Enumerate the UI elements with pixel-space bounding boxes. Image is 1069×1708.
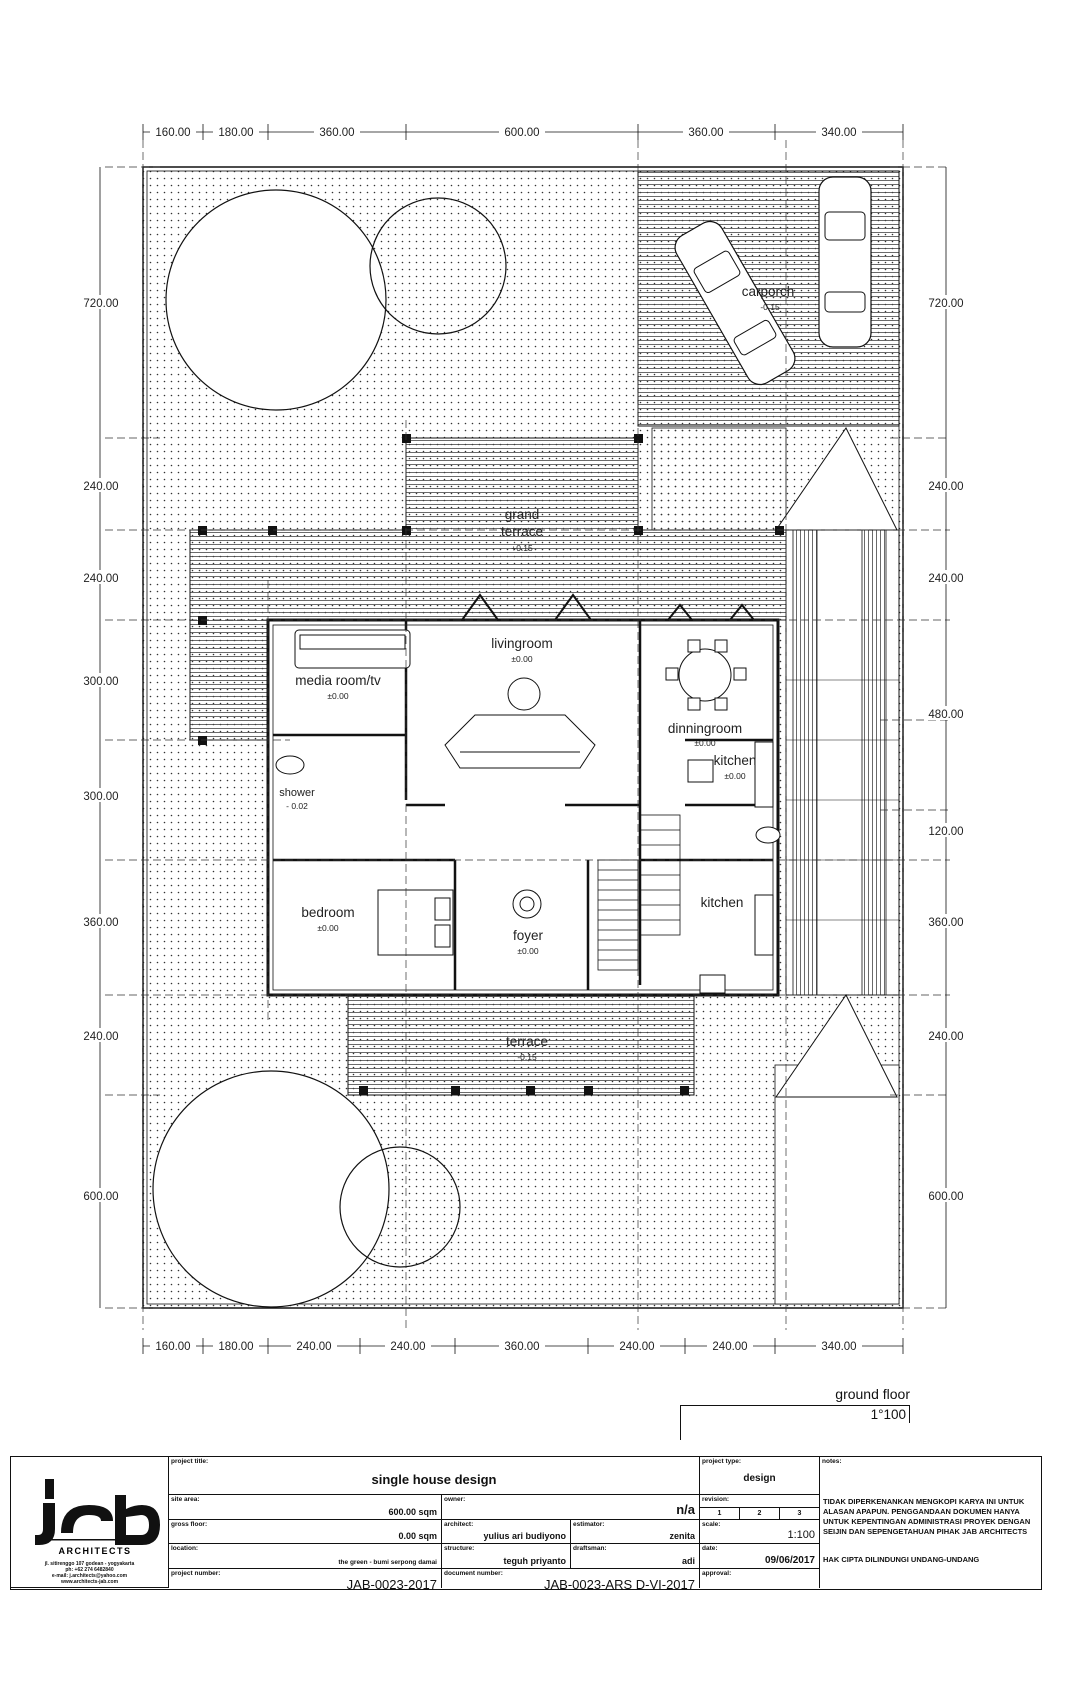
project-title-label: project title: xyxy=(171,1458,209,1465)
dim-label: 240.00 xyxy=(712,1341,748,1353)
notes-label: notes: xyxy=(822,1458,842,1465)
logo-cell xyxy=(11,1457,169,1588)
dim-label: 180.00 xyxy=(218,1341,254,1353)
dim-label: 360.00 xyxy=(83,917,119,929)
terrace-label: terrace xyxy=(505,1034,549,1049)
bed-icon xyxy=(378,890,453,955)
tree-icon xyxy=(153,1071,389,1307)
dim-label: 720.00 xyxy=(928,298,964,310)
top-dimensions xyxy=(150,124,862,139)
tree-icon xyxy=(166,190,386,410)
date-value: 09/06/2017 xyxy=(764,1555,815,1566)
carporch-level: -0.15 xyxy=(760,302,780,312)
project-title: single house design xyxy=(371,1472,497,1487)
notes-copyright: HAK CIPTA DILINDUNGI UNDANG-UNDANG xyxy=(823,1555,980,1564)
draftsman-value: adi xyxy=(681,1556,695,1566)
dim-label: 240.00 xyxy=(928,573,964,585)
structure-value: teguh priyanto xyxy=(503,1556,566,1566)
estimator-label: estimator: xyxy=(573,1521,605,1528)
address-line: www.architects-jab.com xyxy=(60,1579,119,1585)
dim-label: 600.00 xyxy=(928,1191,964,1203)
document-number-label: document number: xyxy=(444,1570,503,1577)
grand-terrace-level: +0.15 xyxy=(511,543,533,553)
carporch-label: carporch xyxy=(741,284,795,299)
address-line: e-mail: j.architects@yahoo.com xyxy=(51,1573,128,1579)
shower-level: - 0.02 xyxy=(286,801,308,811)
structure-cell xyxy=(442,1544,571,1569)
draftsman-cell xyxy=(571,1544,700,1569)
dim-label: 240.00 xyxy=(928,1031,964,1043)
livingroom-level: ±0.00 xyxy=(511,654,533,664)
project-type-cell xyxy=(700,1457,820,1495)
date-label: date: xyxy=(702,1545,718,1552)
scale-label: scale: xyxy=(702,1521,721,1528)
bedroom-level: ±0.00 xyxy=(317,923,339,933)
dim-label: 240.00 xyxy=(83,573,119,585)
gross-floor-cell xyxy=(169,1520,442,1544)
dim-label: 300.00 xyxy=(83,676,119,688)
document-number-cell xyxy=(442,1569,700,1592)
project-number-value: JAB-0023-2017 xyxy=(346,1577,437,1592)
jab-logo xyxy=(15,1473,165,1558)
structure-label: structure: xyxy=(444,1545,475,1552)
notes-cell xyxy=(820,1457,1040,1588)
dinningroom-level: ±0.00 xyxy=(694,738,716,748)
project-title-cell xyxy=(169,1457,700,1495)
date-cell xyxy=(700,1544,820,1569)
dim-label: 600.00 xyxy=(504,127,540,139)
project-type: design xyxy=(743,1473,776,1484)
site-area-cell xyxy=(169,1495,442,1520)
dim-label: 240.00 xyxy=(83,481,119,493)
grand-terrace-label: terrace xyxy=(500,524,544,539)
dim-label: 180.00 xyxy=(218,127,254,139)
dim-label: 240.00 xyxy=(928,481,964,493)
caption-scale: 1°100 xyxy=(870,1407,906,1422)
estimator-cell xyxy=(571,1520,700,1544)
revision-cell xyxy=(700,1495,820,1520)
foyer-level: ±0.00 xyxy=(517,946,539,956)
scale-cell xyxy=(700,1520,820,1544)
dim-label: 300.00 xyxy=(83,791,119,803)
gross-floor-label: gross floor: xyxy=(171,1521,208,1528)
dim-label: 240.00 xyxy=(83,1031,119,1043)
drawing-caption xyxy=(680,1385,910,1440)
foyer-label: foyer xyxy=(512,928,544,943)
round-table-icon xyxy=(513,890,541,918)
location-value: the green - bumi serpong damai xyxy=(338,1559,437,1566)
notes-text: TIDAK DIPERKENANKAN MENGKOPI KARYA INI UNTUK ALASAN APAPUN. PENGGANDAAN DOKUMEN HANYA UNTUK KEPENTINGAN ADMINISTRASI PROYEK DENGAN SEIJIN DAN SEPENGETAHUAN PIHAK JAB ARCHITECTS xyxy=(823,1497,1031,1536)
dim-label: 240.00 xyxy=(296,1341,332,1353)
kitchen-label: kitchen xyxy=(713,753,757,768)
project-number-label: project number: xyxy=(171,1570,221,1577)
dim-label: 720.00 xyxy=(83,298,119,310)
location-cell xyxy=(169,1544,442,1569)
revision-2: 2 xyxy=(740,1508,780,1520)
document-number-value: JAB-0023-ARS D-VI-2017 xyxy=(543,1577,695,1592)
architect-label: architect: xyxy=(444,1521,474,1528)
dim-label: 160.00 xyxy=(155,127,191,139)
bottom-dimensions xyxy=(150,1338,862,1353)
car-icon xyxy=(819,177,871,347)
approval-label: approval: xyxy=(702,1570,732,1577)
site-area-value: 600.00 sqm xyxy=(388,1507,437,1517)
location-label: location: xyxy=(171,1545,199,1552)
address-line: ph: +62 274 6482840 xyxy=(65,1567,114,1573)
dim-label: 360.00 xyxy=(319,127,355,139)
approval-cell xyxy=(700,1569,820,1588)
dim-label: 240.00 xyxy=(619,1341,655,1353)
dinningroom-label: dinningroom xyxy=(667,721,743,736)
dim-label: 360.00 xyxy=(688,127,724,139)
gross-floor-value: 0.00 sqm xyxy=(398,1531,437,1541)
media-room-label: media room/tv xyxy=(295,673,381,688)
left-dimensions xyxy=(80,295,122,1203)
architect-value: yulius ari budiyono xyxy=(483,1531,566,1541)
kitchen-level: ±0.00 xyxy=(724,771,746,781)
grand-terrace-label: grand xyxy=(504,507,540,522)
owner-cell xyxy=(442,1495,700,1520)
scale-value: 1:100 xyxy=(787,1529,815,1541)
dim-label: 340.00 xyxy=(821,1341,857,1353)
caption-title: ground floor xyxy=(835,1386,910,1402)
revision-1: 1 xyxy=(700,1508,740,1520)
table-icon xyxy=(508,678,540,710)
revision-label: revision: xyxy=(702,1496,730,1503)
dim-label: 160.00 xyxy=(155,1341,191,1353)
owner-value: n/a xyxy=(676,1502,695,1517)
kitchen-label: kitchen xyxy=(700,895,744,910)
terrace-level: -0.15 xyxy=(517,1052,537,1062)
dim-label: 340.00 xyxy=(821,127,857,139)
owner-label: owner: xyxy=(444,1496,466,1503)
revision-3: 3 xyxy=(797,1510,802,1517)
draftsman-label: draftsman: xyxy=(573,1545,607,1552)
bedroom-label: bedroom xyxy=(301,905,355,920)
logo-text: ARCHITECTS xyxy=(58,1546,132,1556)
dim-label: 480.00 xyxy=(928,709,964,721)
title-block xyxy=(10,1456,1042,1590)
dim-label: 360.00 xyxy=(504,1341,540,1353)
project-number-cell xyxy=(169,1569,442,1592)
address-line: jl. sitirenggo 107 godean - yogyakarta xyxy=(44,1561,135,1567)
architect-cell xyxy=(442,1520,571,1544)
dim-label: 120.00 xyxy=(928,826,964,838)
site-area-label: site area: xyxy=(171,1496,200,1503)
shower-label: shower xyxy=(279,787,315,799)
dim-label: 600.00 xyxy=(83,1191,119,1203)
project-type-label: project type: xyxy=(702,1458,742,1465)
media-room-level: ±0.00 xyxy=(327,691,349,701)
estimator-value: zenita xyxy=(669,1531,695,1541)
livingroom-label: livingroom xyxy=(491,636,553,651)
dim-label: 240.00 xyxy=(390,1341,426,1353)
dim-label: 360.00 xyxy=(928,917,964,929)
